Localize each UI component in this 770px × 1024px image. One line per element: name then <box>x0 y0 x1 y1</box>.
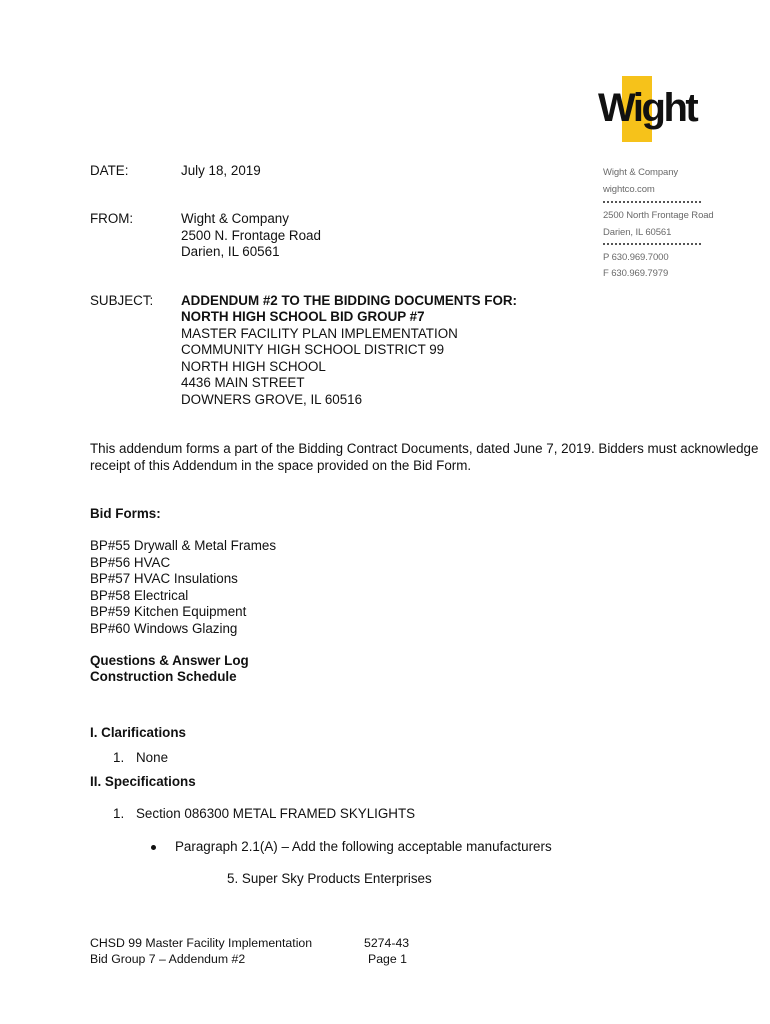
company-address-line1: 2500 North Frontage Road <box>603 210 714 221</box>
clarifications-heading: I. Clarifications <box>90 725 186 740</box>
bid-form-item: BP#59 Kitchen Equipment <box>90 604 247 619</box>
from-line: Wight & Company <box>181 211 289 226</box>
from-line: 2500 N. Frontage Road <box>181 228 321 243</box>
footer-bid-group: Bid Group 7 – Addendum #2 <box>90 952 246 966</box>
date-value: July 18, 2019 <box>181 163 261 178</box>
from-line: Darien, IL 60561 <box>181 244 280 259</box>
bid-form-item: BP#58 Electrical <box>90 588 189 603</box>
construction-schedule: Construction Schedule <box>90 669 237 684</box>
specifications-heading: II. Specifications <box>90 774 196 789</box>
company-phone: P 630.969.7000 <box>603 252 669 263</box>
subject-line: NORTH HIGH SCHOOL <box>181 359 326 374</box>
subject-line: 4436 MAIN STREET <box>181 375 305 390</box>
company-website: wightco.com <box>603 184 655 195</box>
bullet-icon <box>151 845 156 850</box>
company-address-line2: Darien, IL 60561 <box>603 227 672 238</box>
subject-line: MASTER FACILITY PLAN IMPLEMENTATION <box>181 326 458 341</box>
bid-form-item: BP#60 Windows Glazing <box>90 621 238 636</box>
divider <box>603 243 701 245</box>
spec-item-number: 1. <box>113 806 125 821</box>
subject-title: ADDENDUM #2 TO THE BIDDING DOCUMENTS FOR: <box>181 293 518 308</box>
divider <box>603 201 701 203</box>
bid-form-item: BP#55 Drywall & Metal Frames <box>90 538 277 553</box>
qa-log: Questions & Answer Log <box>90 653 249 668</box>
spec-item-text: Section 086300 METAL FRAMED SKYLIGHTS <box>136 806 416 821</box>
footer-project-number: 5274-43 <box>364 936 410 950</box>
subject-line: DOWNERS GROVE, IL 60516 <box>181 392 363 407</box>
bid-forms-heading: Bid Forms: <box>90 506 161 521</box>
company-logo: Wight <box>598 86 697 130</box>
clarification-item-text: None <box>136 750 169 765</box>
spec-sub-item: 5. Super Sky Products Enterprises <box>227 871 432 886</box>
footer-page-number: Page 1 <box>368 952 407 966</box>
spec-bullet-text: Paragraph 2.1(A) – Add the following acceptable manufacturers <box>175 839 552 854</box>
subject-line: COMMUNITY HIGH SCHOOL DISTRICT 99 <box>181 342 445 357</box>
bid-form-item: BP#56 HVAC <box>90 555 171 570</box>
from-label: FROM: <box>90 211 134 226</box>
intro-text: This addendum forms a part of the Bidding Contract Documents, dated June 7, 2019. Bidders must acknowledge <box>90 441 759 456</box>
bid-form-item: BP#57 HVAC Insulations <box>90 571 238 586</box>
footer-project: CHSD 99 Master Facility Implementation <box>90 936 313 950</box>
subject-label: SUBJECT: <box>90 293 154 308</box>
company-fax: F 630.969.7979 <box>603 268 669 279</box>
intro-text: receipt of this Addendum in the space provided on the Bid Form. <box>90 458 472 473</box>
clarification-item-number: 1. <box>113 750 125 765</box>
company-name: Wight & Company <box>603 167 679 178</box>
date-label: DATE: <box>90 163 129 178</box>
subject-title: NORTH HIGH SCHOOL BID GROUP #7 <box>181 309 425 324</box>
